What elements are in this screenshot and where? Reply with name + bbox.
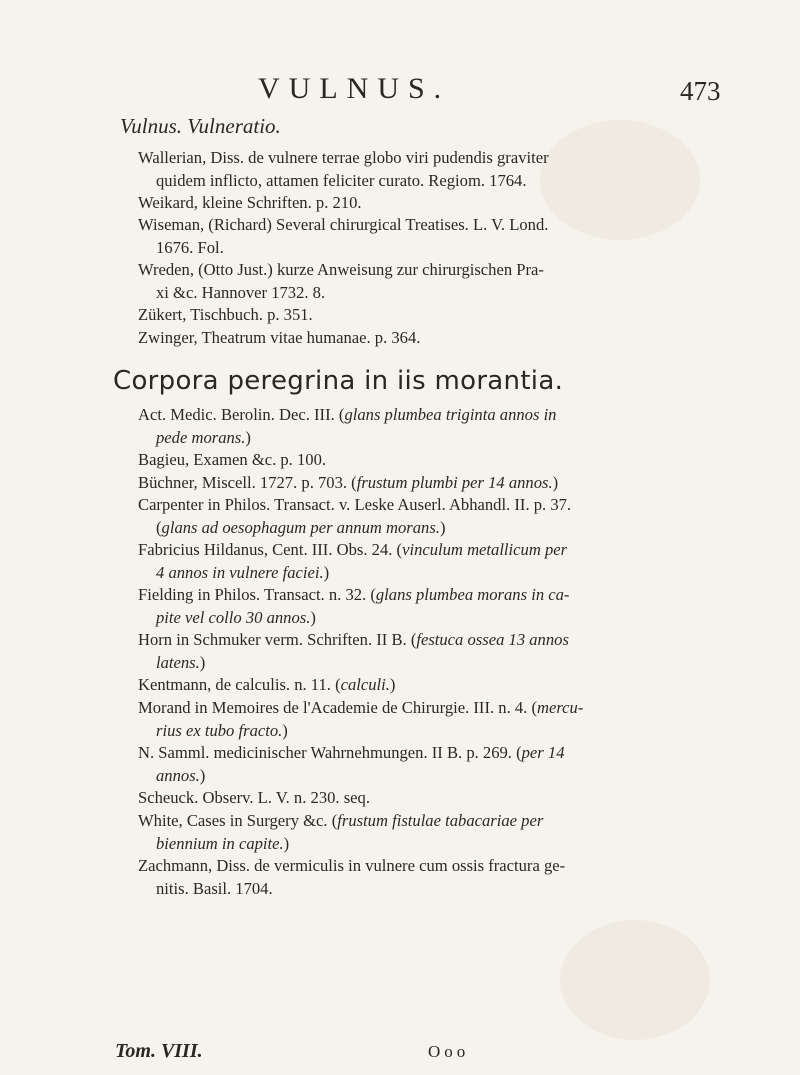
- bib-entry: Zükert, Tischbuch. p. 351.: [138, 305, 313, 324]
- bib-entry: Zachmann, Diss. de vermiculis in vulnere cum ossis fractura ge- nitis. Basil. 1704.: [138, 856, 566, 898]
- bib-entry: Weikard, kleine Schriften. p. 210.: [138, 193, 362, 212]
- running-head: [0, 72, 800, 112]
- bib-entry: N. Samml. medicinischer Wahrnehmungen. II B. p. 269. (per 14 annos.): [138, 743, 565, 785]
- bib-entry: Zwinger, Theatrum vitae humanae. p. 364.: [138, 328, 421, 347]
- page-number: 473: [680, 76, 721, 106]
- bib-entry: Morand in Memoires de l'Academie de Chirurgie. III. n. 4. (mercu- rius ex tubo fracto.): [138, 698, 584, 740]
- signature-mark: Ooo: [428, 1042, 470, 1061]
- bib-entry: Fielding in Philos. Transact. n. 32. (glans plumbea morans in ca- pite vel collo 30 annos.): [138, 585, 570, 627]
- bib-entry: Wallerian, Diss. de vulnere terrae globo viri pudendis graviter quidem inflicto, attamen feliciter curato. Regiom. 1764.: [138, 148, 549, 190]
- bib-entry: Scheuck. Observ. L. V. n. 230. seq.: [138, 788, 370, 807]
- bib-entry: Wiseman, (Richard) Several chirurgical Treatises. L. V. Lond. 1676. Fol.: [138, 215, 549, 257]
- bib-entry: Carpenter in Philos. Transact. v. Leske Auserl. Abhandl. II. p. 37. (glans ad oesophagum per annum morans.): [138, 495, 572, 537]
- bib-entry: Act. Medic. Berolin. Dec. III. (glans plumbea triginta annos in pede morans.): [138, 405, 557, 447]
- bib-entry: White, Cases in Surgery &c. (frustum fistulae tabacariae per biennium in capite.): [138, 811, 544, 853]
- section-heading-corpora: Corpora peregrina in iis morantia.: [113, 366, 564, 396]
- bib-entry: Büchner, Miscell. 1727. p. 703. (frustum plumbi per 14 annos.): [138, 473, 559, 492]
- running-title: VULNUS.: [258, 72, 451, 105]
- bib-entry: Kentmann, de calculis. n. 11. (calculi.): [138, 675, 396, 694]
- bib-entry: Fabricius Hildanus, Cent. III. Obs. 24. (vinculum metallicum per 4 annos in vulnere faciei.): [138, 540, 568, 582]
- bib-entry: Wreden, (Otto Just.) kurze Anweisung zur chirurgischen Pra- xi &c. Hannover 1732. 8.: [138, 260, 544, 302]
- bib-entry: Horn in Schmuker verm. Schriften. II B. (festuca ossea 13 annos latens.): [138, 630, 569, 672]
- volume-label: Tom. VIII.: [115, 1040, 203, 1062]
- section-heading-vulnus: Vulnus. Vulneratio.: [120, 114, 281, 138]
- paper-stain: [560, 920, 710, 1040]
- page-footer: [0, 1040, 800, 1068]
- bib-entry: Bagieu, Examen &c. p. 100.: [138, 450, 327, 469]
